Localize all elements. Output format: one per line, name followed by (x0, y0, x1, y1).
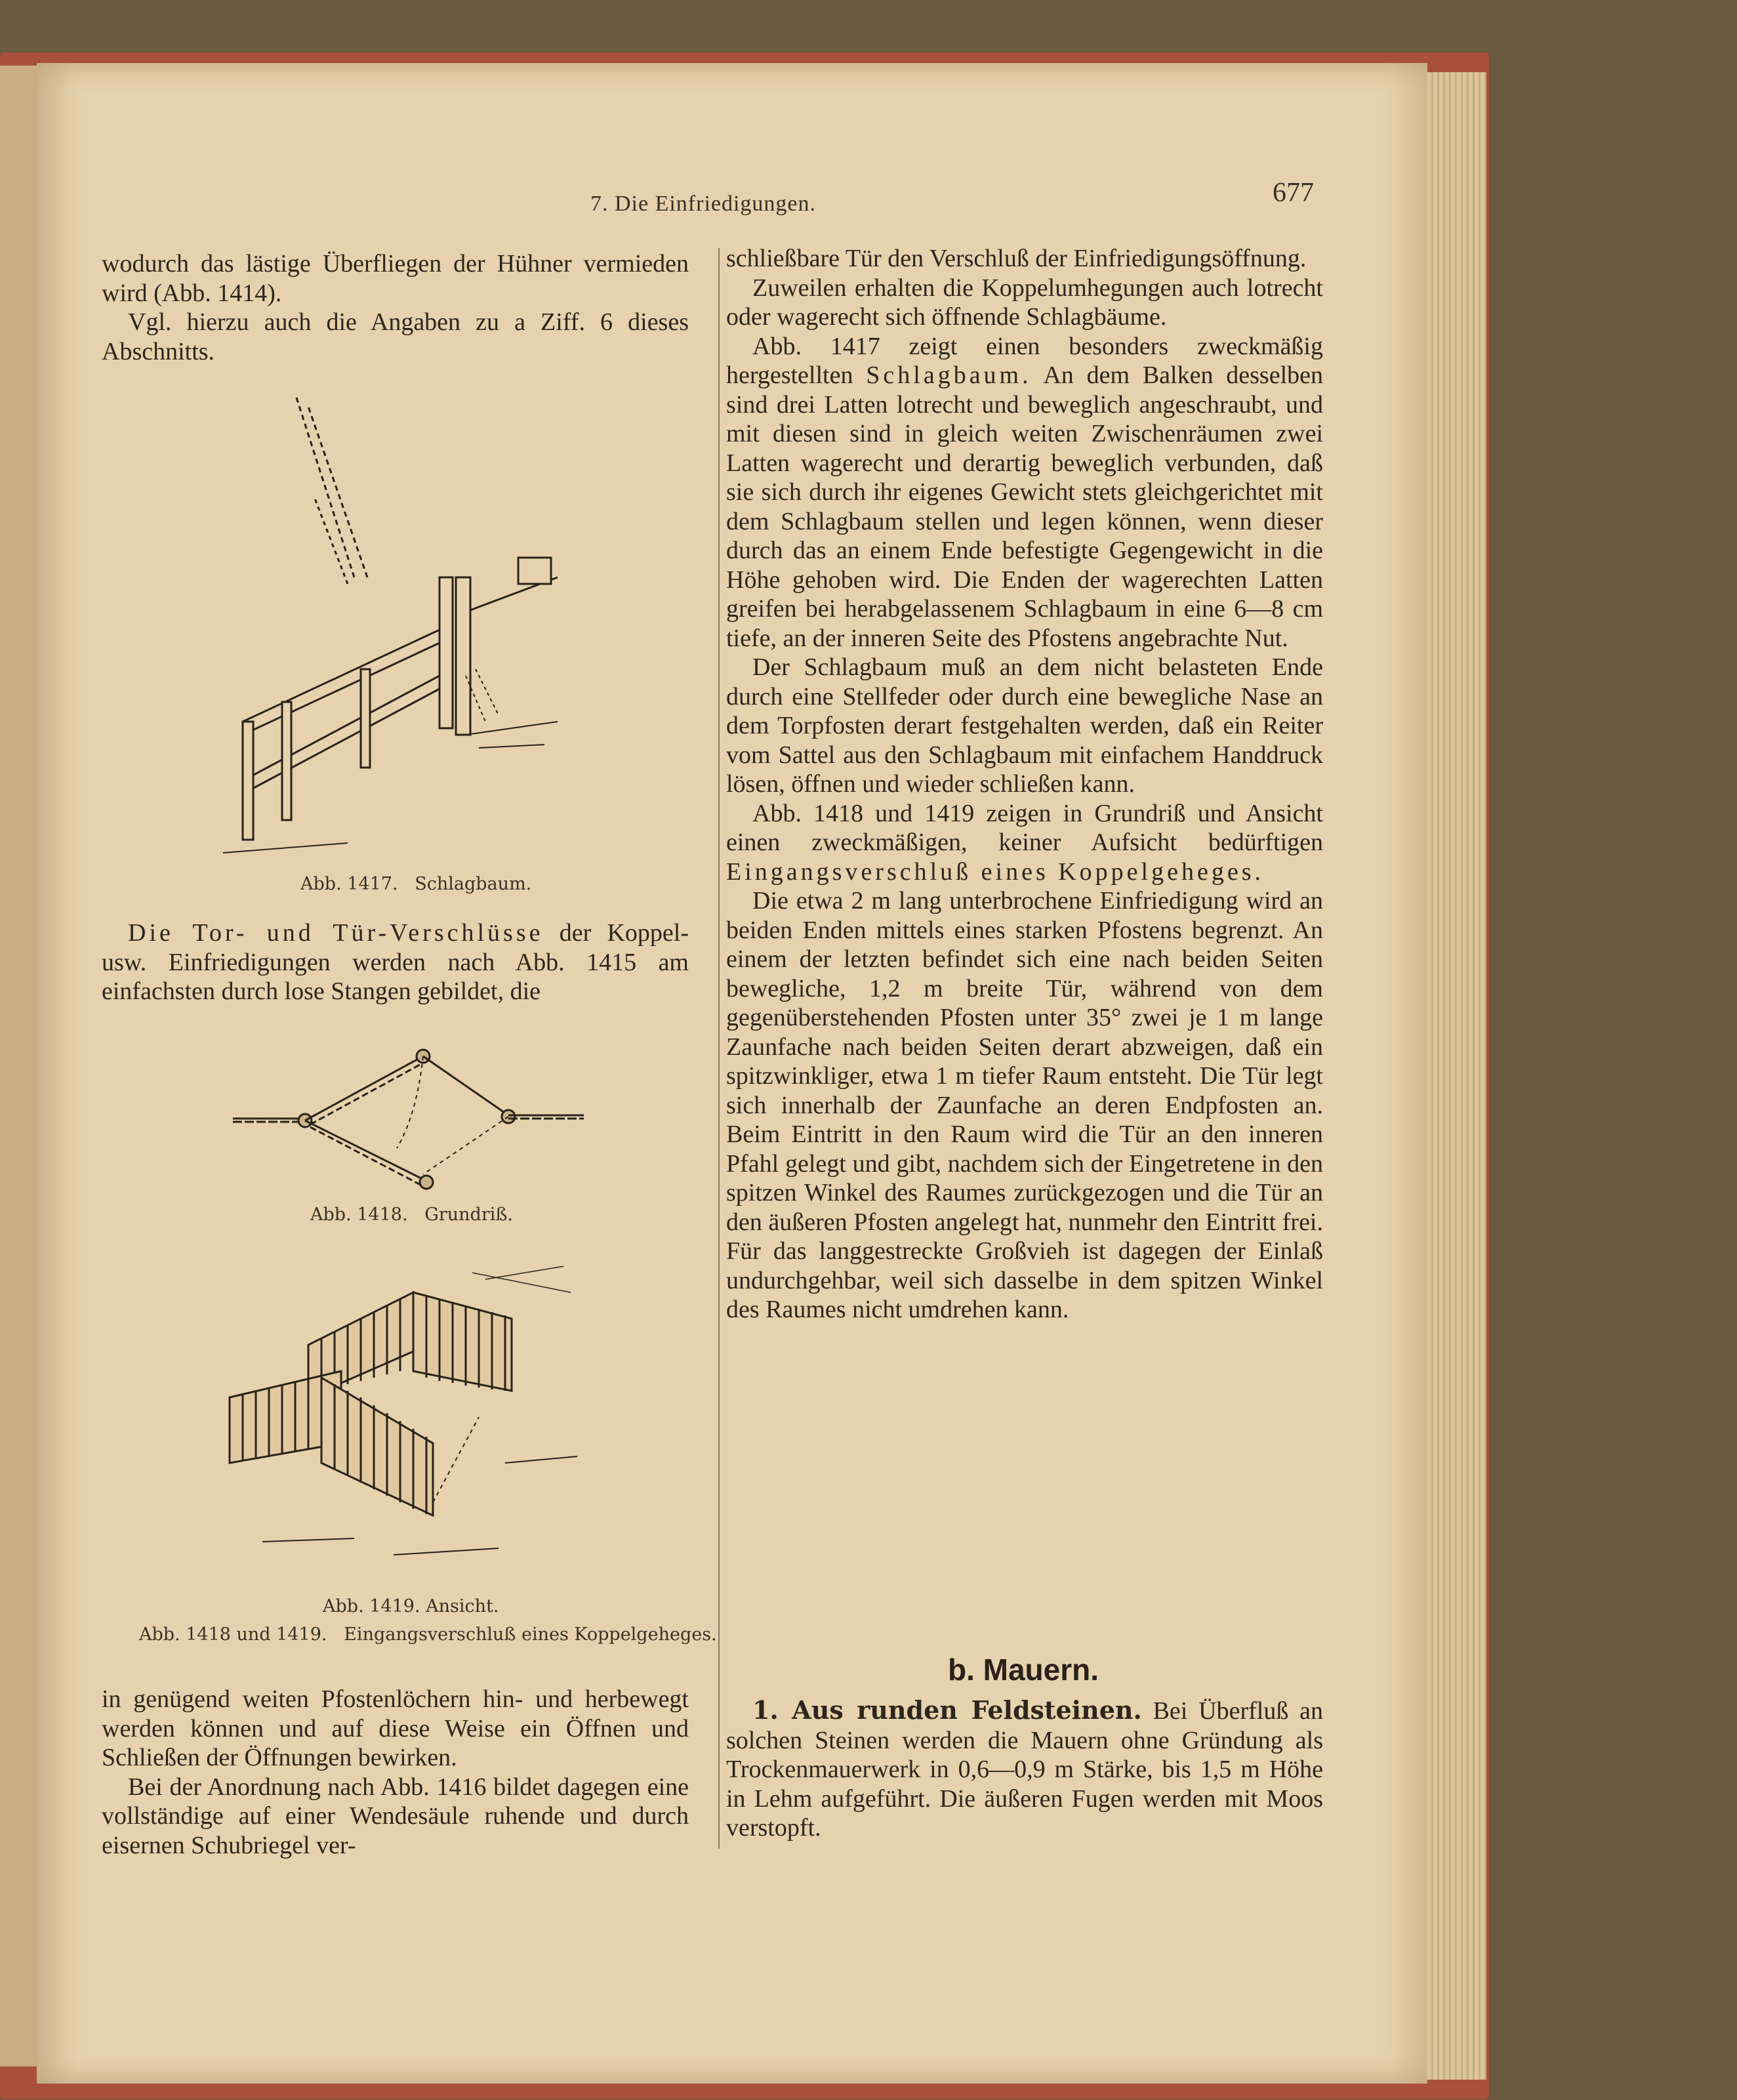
right-column (726, 244, 1323, 1325)
figure-1417-caption (300, 874, 531, 894)
page-number: 677 (1273, 178, 1314, 208)
right-paragraph-5-a: Abb. 1418 und 1419 zeigen in Grundriß und Ansicht einen zweckmäßigen, keiner Aufsicht bedürftigen (726, 799, 1323, 856)
figure-1418-title: Grundriß. (424, 1204, 513, 1225)
figures-1418-1419-caption (139, 1624, 717, 1645)
right-column-bottom (726, 1696, 1323, 1843)
right-paragraph-2: Zuweilen erhalten die Koppelumhegungen auch lotrecht oder wagerecht sich öffnende Schlagbäume. (726, 274, 1323, 331)
running-title: 7. Die Einfriedigungen. (590, 192, 817, 216)
left-column-middle (102, 918, 689, 1006)
left-paragraph-2: Vgl. hierzu auch die Angaben zu a Ziff. 6 dieses Abschnitts. (102, 308, 689, 365)
figure-1417-title: Schlagbaum. (415, 874, 532, 894)
previous-page-edge (0, 66, 39, 2067)
right-paragraph-3 (726, 332, 1323, 653)
right-paragraph-7-rest: Bei Überfluß an solchen Steinen werden die Mauern ohne Gründung als Trockenmauerwerk in 0,6—0,9 m Stärke, bis 1,5 m Höhe in Lehm aufgeführt. Die äußeren Fugen werden mit Moos verstopft. (726, 1697, 1323, 1842)
right-paragraph-5 (726, 799, 1323, 887)
figure-1417-schlagbaum (216, 381, 584, 866)
left-paragraph-3-lead: Die Tor- und Tür-Verschlüsse (128, 919, 544, 947)
right-paragraph-3-spaced: Schlagbaum. (866, 361, 1032, 389)
left-column-top (102, 249, 689, 366)
right-paragraph-7 (726, 1696, 1323, 1843)
left-paragraph-4: in genügend weiten Pfostenlöchern hin- und herbewegt werden können und auf diese Weise ein Öffnen und Schließen der Öffnungen bewirken. (102, 1685, 689, 1771)
right-paragraph-4: Der Schlagbaum muß an dem nicht belasteten Ende durch eine Stellfeder oder durch eine bewegliche Nase an dem Torpfosten derart festgehalten werden, daß ein Reiter vom Sattel aus den Schlagbaum mit einfachem Handdruck lösen, öffnen und wieder schließen kann. (726, 653, 1323, 798)
right-paragraph-6: Die etwa 2 m lang unterbrochene Einfriedigung wird an beiden Enden mittels eines starken Pfostens begrenzt. An einem der letzten befindet sich eine nach beiden Seiten bewegliche, 1,2 m breite Tür, während von dem gegenüberstehenden Pfosten unter 35° zwei je 1 m lange Zaunfache nach beiden Seiten derart abzweigen, daß ein spitzwinkliger, etwa 1 m tiefer Raum entsteht. Die Tür legt sich innerhalb der Zaunfache an deren Endpfosten an. Beim Eintritt in den Raum wird die Tür an den inneren Pfahl gelegt und gibt, nachdem sich der Eingetretene in den spitzen Winkel des Raumes zurückgezogen und die Tür an den äußeren Pfosten angelegt hat, nunmehr den Eintritt frei. Für das langgestreckte Großvieh ist dagegen der Einlaß undurchgehbar, weil sich dasselbe in dem spitzen Winkel des Raumes nicht umdrehen kann. (726, 887, 1323, 1323)
left-paragraph-3 (102, 918, 689, 1006)
page-edges (1427, 72, 1486, 2080)
section-heading: b. Mauern. (948, 1653, 1099, 1687)
figures-combined-title: Eingangsverschluß eines Koppelgeheges. (344, 1624, 717, 1645)
column-rule (718, 248, 720, 1849)
figure-1418-grundriss (226, 1043, 594, 1201)
right-paragraph-7-lead: 1. Aus runden Feldsteinen. (752, 1695, 1142, 1725)
left-paragraph-5: Bei der Anordnung nach Abb. 1416 bildet dagegen eine vollständige auf einer Wendesäule ruhende und durch eisernen Schubriegel ver- (102, 1773, 689, 1859)
left-paragraph-1: wodurch das lästige Überfliegen der Hühner vermieden wird (Abb. 1414). (102, 250, 689, 307)
left-column-bottom (102, 1685, 689, 1860)
figure-1418-caption (310, 1204, 513, 1225)
right-paragraph-5-spaced: Eingangsverschluß eines Koppelgeheges. (726, 857, 1264, 886)
figures-combined-number: Abb. 1418 und 1419. (139, 1624, 327, 1645)
figure-1419-ansicht (223, 1266, 590, 1568)
figure-1419-caption: Abb. 1419. Ansicht. (323, 1596, 499, 1616)
figure-1418-number: Abb. 1418. (310, 1204, 408, 1225)
figure-1417-number: Abb. 1417. (300, 874, 398, 894)
left-paragraph-3-rest: der Koppel- usw. Einfriedigungen werden nach Abb. 1415 am einfachsten durch lose Stangen gebildet, die (102, 919, 689, 1005)
right-paragraph-3-a: Abb. 1417 zeigt einen besonders zweckmäßig hergestellten (726, 332, 1323, 389)
right-paragraph-1: schließbare Tür den Verschluß der Einfriedigungsöffnung. (726, 245, 1307, 272)
right-paragraph-3-b: An dem Balken desselben sind drei Latten lotrecht und beweglich angeschraubt, und mit diesen sind in gleich weiten Zwischenräumen zwei Latten wagerecht und derartig beweglich verbunden, daß sie sich durch ihr eigenes Gewicht stets gleichgerichtet mit dem Schlagbaum stellen und legen können, wenn dieser durch das an einem Ende befestigte Gegengewicht in die Höhe gehoben wird. Die Enden der wagerechten Latten greifen bei herabgelassenem Schlagbaum in eine 6—8 cm tiefe, an der inneren Seite des Pfostens angebrachte Nut. (726, 361, 1324, 652)
